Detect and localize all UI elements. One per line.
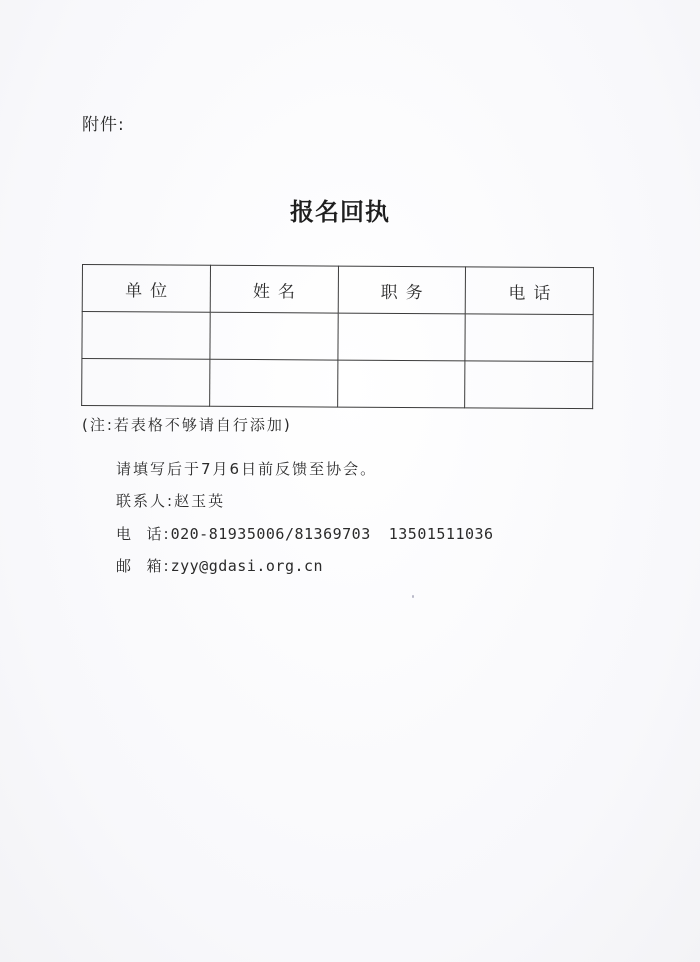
registration-table <box>81 264 594 409</box>
instructions-text: 请填写后于7月6日前反馈至协会。 <box>116 460 378 478</box>
table-cell <box>82 359 210 407</box>
header-position: 职务 <box>338 266 466 314</box>
contact-line <box>116 490 225 511</box>
table-cell <box>210 312 338 360</box>
table-note: (注:若表格不够请自行添加) <box>82 416 292 434</box>
table-cell <box>337 360 465 408</box>
email-address: zyy@gdasi.org.cn <box>170 557 324 575</box>
table-row <box>82 359 593 409</box>
header-name: 姓名 <box>210 265 338 313</box>
scan-speck <box>412 595 414 598</box>
phone-label: 电 话: <box>116 525 171 543</box>
email-line <box>116 555 323 576</box>
table-cell <box>337 313 465 361</box>
header-unit: 单位 <box>82 265 210 313</box>
contact-label: 联系人: <box>116 492 175 510</box>
table-cell <box>82 312 210 360</box>
table-row <box>82 312 593 362</box>
page-title: 报名回执 <box>290 197 390 226</box>
header-phone: 电话 <box>465 267 593 315</box>
attachment-label: 附件: <box>82 115 125 135</box>
table-cell <box>465 314 593 362</box>
phone-numbers: 020-81935006/81369703 <box>170 525 371 543</box>
table-cell <box>209 359 337 407</box>
phone-line <box>116 523 494 544</box>
email-label: 邮 箱: <box>116 557 171 575</box>
table-header-row <box>82 265 593 315</box>
contact-name: 赵玉英 <box>174 492 226 510</box>
mobile-number: 13501511036 <box>388 525 494 543</box>
table-cell <box>465 361 593 409</box>
